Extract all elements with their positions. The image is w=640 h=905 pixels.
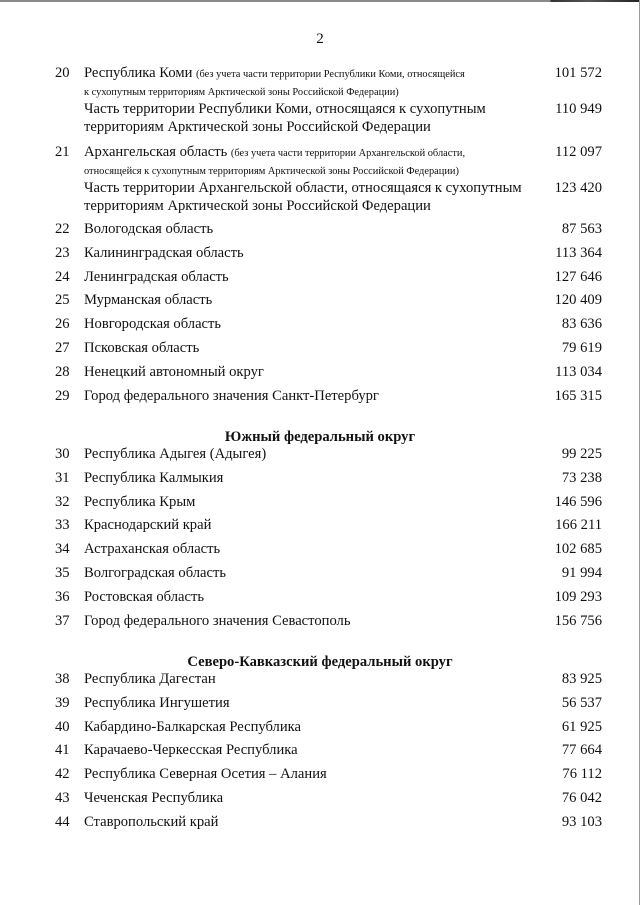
region-name: Мурманская область: [84, 292, 213, 309]
row-number: 32: [55, 493, 70, 510]
region-name: Новгородская область: [84, 316, 222, 333]
region-name: Республика Коми: [84, 65, 193, 81]
page-top-border: [0, 0, 640, 2]
region-note: (без учета части территории Республики Коми, относящейся: [196, 69, 465, 80]
row-number: 30: [55, 446, 70, 462]
region-name: Республика Северная Осетия – Алания: [84, 766, 327, 783]
row-number: 26: [55, 316, 70, 333]
region-note: к сухопутным территориям Арктической зоны Российской Федерации): [84, 87, 399, 98]
section-title-south: Южный федеральный округ: [224, 429, 416, 445]
row-name: [84, 64, 544, 100]
region-name: Вологодская область: [84, 221, 214, 237]
row-number: 27: [55, 340, 70, 356]
region-name: Волгоградская область: [84, 565, 227, 581]
row-number: 21: [55, 144, 70, 160]
region-name: территориям Арктической зоны Российской Федерации: [84, 119, 431, 135]
region-name: Архангельская область: [84, 144, 228, 160]
region-name: Часть территории Республики Коми, относящаяся к сухопутным: [84, 101, 486, 117]
row-name: [84, 100, 544, 136]
row-number: 29: [55, 387, 70, 404]
row-value: 109 293: [554, 588, 602, 605]
row-value: 56 537: [561, 694, 602, 711]
row-value: 156 756: [554, 612, 602, 629]
region-name: Астраханская область: [84, 541, 221, 558]
row-number: 43: [55, 790, 70, 806]
row-number: 39: [55, 694, 70, 711]
row-number: 22: [55, 221, 70, 237]
section-title-north-caucasus: Северо-Кавказский федеральный округ: [187, 654, 453, 670]
row-number: 41: [55, 742, 70, 759]
row-value: 101 572: [554, 65, 602, 81]
row-value: 61 925: [561, 718, 602, 735]
region-name: Город федерального значения Санкт-Петербург: [84, 387, 379, 404]
row-value: 83 925: [561, 671, 602, 687]
row-number: 44: [55, 813, 70, 830]
row-name: [84, 143, 544, 179]
row-value: 99 225: [561, 446, 602, 462]
row-number: 38: [55, 671, 70, 687]
region-name: Ленинградская область: [84, 268, 229, 285]
row-name: [84, 179, 544, 215]
row-value: 120 409: [554, 292, 602, 309]
row-value: 166 211: [555, 517, 602, 534]
row-number: 20: [55, 65, 70, 81]
region-name: Кабардино-Балкарская Республика: [84, 718, 301, 735]
row-value: 87 563: [561, 221, 602, 237]
region-name: Ростовская область: [84, 588, 204, 605]
row-value: 123 420: [554, 180, 602, 196]
row-number: 24: [55, 268, 70, 285]
row-number: 37: [55, 612, 70, 629]
row-number: 36: [55, 588, 70, 605]
row-number: 42: [55, 766, 70, 783]
row-value: 77 664: [561, 742, 602, 759]
row-value: 113 034: [555, 363, 602, 380]
region-name: Калининградская область: [84, 244, 244, 261]
row-value: 127 646: [554, 268, 602, 285]
region-name: Республика Ингушетия: [84, 694, 230, 711]
row-value: 76 042: [561, 790, 602, 806]
row-number: 25: [55, 292, 70, 309]
row-value: 165 315: [554, 387, 602, 404]
region-name: Псковская область: [84, 340, 200, 356]
region-name: Республика Дагестан: [84, 671, 216, 687]
region-note: (без учета части территории Архангельской области,: [230, 148, 466, 159]
row-number: 34: [55, 541, 70, 558]
row-value: 112 097: [555, 144, 602, 160]
region-name: Краснодарский край: [84, 517, 212, 534]
row-value: 110 949: [555, 101, 602, 117]
row-value: 76 112: [562, 766, 602, 783]
region-name: Карачаево-Черкесская Республика: [84, 742, 298, 759]
region-name: Ненецкий автономный округ: [84, 363, 264, 380]
row-number: 40: [55, 718, 70, 735]
region-name: Республика Калмыкия: [84, 469, 224, 486]
region-name: Республика Крым: [84, 493, 196, 510]
region-name: Республика Адыгея (Адыгея): [84, 446, 267, 462]
row-value: 102 685: [554, 541, 602, 558]
region-note: относящейся к сухопутным территориям Арктической зоны Российской Федерации): [84, 166, 459, 177]
row-number: 31: [55, 469, 70, 486]
region-name: Часть территории Архангельской области, относящаяся к сухопутным: [84, 180, 522, 196]
region-name: Ставропольский край: [84, 813, 219, 830]
row-value: 93 103: [561, 813, 602, 830]
row-value: 91 994: [561, 565, 602, 581]
row-number: 23: [55, 244, 70, 261]
region-name: Город федерального значения Севастополь: [84, 612, 351, 629]
page-number: 2: [316, 31, 324, 47]
row-value: 79 619: [561, 340, 602, 356]
row-value: 146 596: [554, 493, 602, 510]
row-number: 33: [55, 517, 70, 534]
row-value: 73 238: [561, 469, 602, 486]
row-value: 83 636: [561, 316, 602, 333]
region-name: Чеченская Республика: [84, 790, 224, 806]
row-value: 113 364: [555, 244, 602, 261]
row-number: 35: [55, 565, 70, 581]
region-name: территориям Арктической зоны Российской Федерации: [84, 198, 431, 214]
row-number: 28: [55, 363, 70, 380]
